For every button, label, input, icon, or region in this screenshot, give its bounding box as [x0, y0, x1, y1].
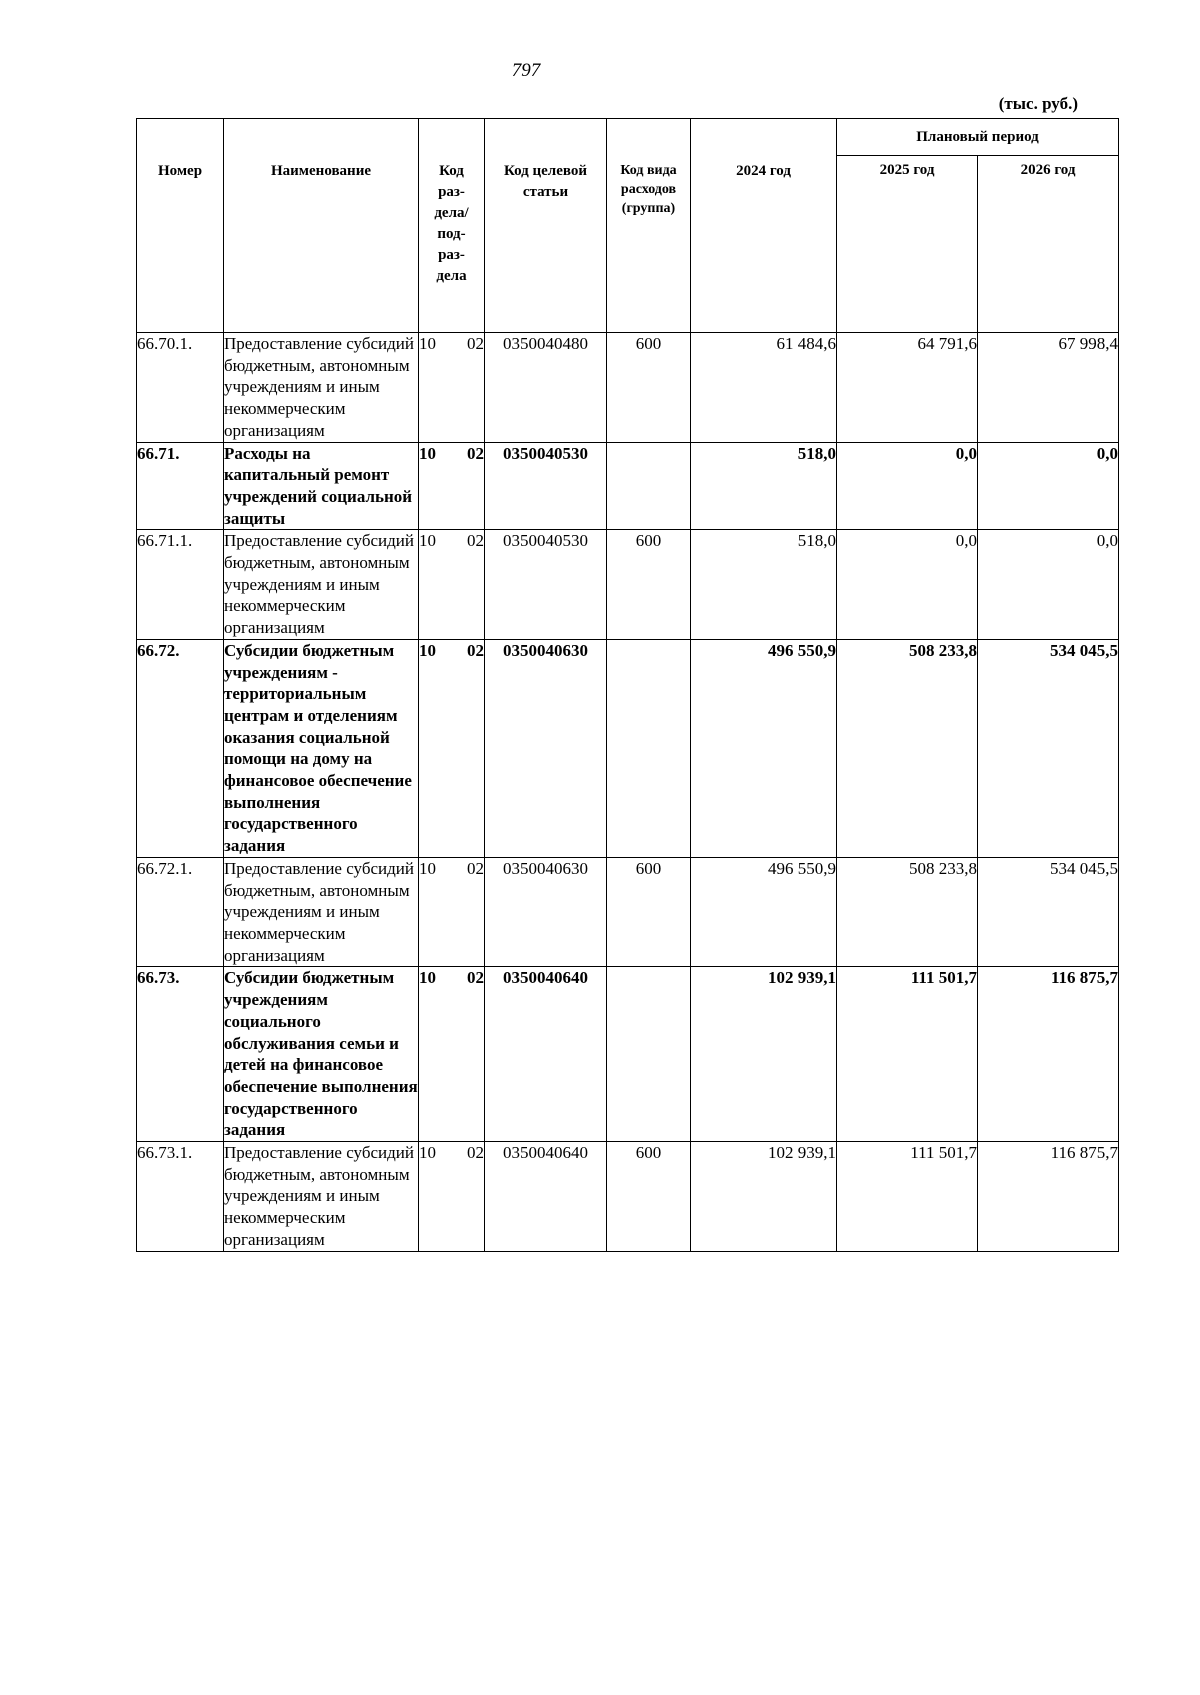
- row-vid: 600: [607, 530, 691, 640]
- row-2026: 116 875,7: [978, 1142, 1119, 1252]
- razdel-code: 10: [419, 858, 436, 878]
- row-razdel: [419, 442, 485, 530]
- row-name: Субсидии бюджетным учреждениям - территориальным центрам и отделениям оказания социальной помощи на дому на финансовое обеспечение выполнения государственного задания: [224, 639, 419, 857]
- row-2024: 61 484,6: [691, 333, 837, 443]
- row-name: Субсидии бюджетным учреждениям социального обслуживания семьи и детей на финансовое обеспечение выполнения государственного задания: [224, 967, 419, 1142]
- razdel-code: 10: [419, 443, 436, 463]
- row-celevaya: 0350040640: [485, 967, 607, 1142]
- row-number: 66.72.1.: [137, 857, 224, 967]
- row-2026: 534 045,5: [978, 857, 1119, 967]
- row-2026: 67 998,4: [978, 333, 1119, 443]
- row-2026: 116 875,7: [978, 967, 1119, 1142]
- row-celevaya: 0350040480: [485, 333, 607, 443]
- row-razdel: [419, 857, 485, 967]
- header-celevaya: Код целевой статьи: [485, 119, 607, 333]
- table-row: [137, 967, 1119, 1142]
- table-row: [137, 639, 1119, 857]
- row-2026: 0,0: [978, 530, 1119, 640]
- table-row: [137, 333, 1119, 443]
- row-number: 66.73.: [137, 967, 224, 1142]
- row-celevaya: 0350040640: [485, 1142, 607, 1252]
- header-name: Наименование: [224, 119, 419, 333]
- header-2026: 2026 год: [978, 156, 1119, 333]
- row-number: 66.71.1.: [137, 530, 224, 640]
- header-nomer: Номер: [137, 119, 224, 333]
- row-celevaya: 0350040630: [485, 857, 607, 967]
- row-number: 66.73.1.: [137, 1142, 224, 1252]
- header-2024: 2024 год: [691, 119, 837, 333]
- razdel-code: 10: [419, 968, 436, 988]
- row-razdel: [419, 1142, 485, 1252]
- table-row: [137, 1142, 1119, 1252]
- header-vid: Код вида расходов (группа): [607, 119, 691, 333]
- row-celevaya: 0350040630: [485, 639, 607, 857]
- row-2025: 111 501,7: [837, 1142, 978, 1252]
- podrazdel-code: 02: [467, 640, 484, 660]
- podrazdel-code: 02: [467, 968, 484, 988]
- row-razdel: [419, 333, 485, 443]
- table-row: [137, 530, 1119, 640]
- row-2024: 102 939,1: [691, 967, 837, 1142]
- row-2024: 496 550,9: [691, 857, 837, 967]
- row-name: Расходы на капитальный ремонт учреждений социальной защиты: [224, 442, 419, 530]
- row-2025: 0,0: [837, 442, 978, 530]
- row-vid: [607, 442, 691, 530]
- row-vid: [607, 967, 691, 1142]
- razdel-code: 10: [419, 531, 436, 551]
- row-name: Предоставление субсидий бюджетным, автономным учреждениям и иным некоммерческим организациям: [224, 1142, 419, 1252]
- row-number: 66.72.: [137, 639, 224, 857]
- row-2026: 0,0: [978, 442, 1119, 530]
- podrazdel-code: 02: [467, 531, 484, 551]
- header-2025: 2025 год: [837, 156, 978, 333]
- row-2024: 102 939,1: [691, 1142, 837, 1252]
- row-2024: 496 550,9: [691, 639, 837, 857]
- podrazdel-code: 02: [467, 334, 484, 353]
- razdel-code: 10: [419, 334, 436, 353]
- units-label: (тыс. руб.): [998, 94, 1078, 113]
- row-2025: 508 233,8: [837, 639, 978, 857]
- row-2024: 518,0: [691, 530, 837, 640]
- row-vid: [607, 639, 691, 857]
- table-row: [137, 857, 1119, 967]
- razdel-code: 10: [419, 640, 436, 660]
- row-number: 66.70.1.: [137, 333, 224, 443]
- podrazdel-code: 02: [467, 858, 484, 878]
- podrazdel-code: 02: [467, 443, 484, 463]
- row-celevaya: 0350040530: [485, 530, 607, 640]
- row-vid: 600: [607, 1142, 691, 1252]
- row-2025: 64 791,6: [837, 333, 978, 443]
- row-name: Предоставление субсидий бюджетным, автономным учреждениям и иным некоммерческим организациям: [224, 333, 419, 443]
- row-vid: 600: [607, 857, 691, 967]
- header-plan-period: Плановый период: [837, 119, 1119, 156]
- podrazdel-code: 02: [467, 1143, 484, 1163]
- budget-table: [136, 118, 1119, 1252]
- row-razdel: [419, 639, 485, 857]
- header-razdel: Код раз-дела/ под-раз-дела: [419, 119, 485, 333]
- row-2025: 111 501,7: [837, 967, 978, 1142]
- row-vid: 600: [607, 333, 691, 443]
- row-name: Предоставление субсидий бюджетным, автономным учреждениям и иным некоммерческим организациям: [224, 530, 419, 640]
- row-2025: 0,0: [837, 530, 978, 640]
- row-2026: 534 045,5: [978, 639, 1119, 857]
- row-number: 66.71.: [137, 442, 224, 530]
- row-razdel: [419, 530, 485, 640]
- row-2024: 518,0: [691, 442, 837, 530]
- row-2025: 508 233,8: [837, 857, 978, 967]
- row-celevaya: 0350040530: [485, 442, 607, 530]
- razdel-code: 10: [419, 1143, 436, 1163]
- table-row: [137, 442, 1119, 530]
- page-number: 797: [511, 60, 541, 81]
- row-name: Предоставление субсидий бюджетным, автономным учреждениям и иным некоммерческим организациям: [224, 857, 419, 967]
- row-razdel: [419, 967, 485, 1142]
